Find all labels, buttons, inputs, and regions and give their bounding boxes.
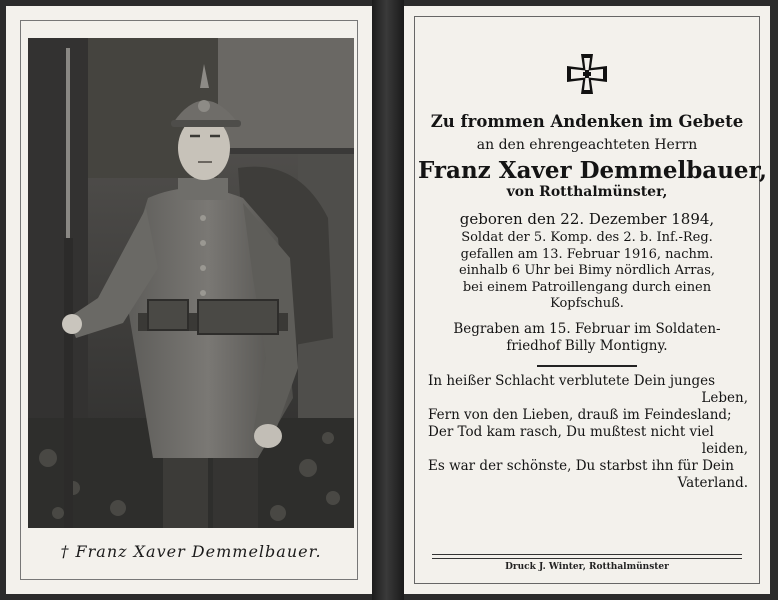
info-line: Soldat der 5. Komp. des 2. b. Inf.-Reg. bbox=[461, 230, 713, 245]
poem-line: Leben, bbox=[701, 389, 748, 406]
info-line: bei einem Patroillengang durch einen bbox=[462, 279, 712, 295]
card-fold bbox=[372, 0, 404, 600]
footer-double-rule bbox=[432, 554, 742, 559]
info-line: einhalb 6 Uhr bei Bimy nördlich Arras, bbox=[458, 263, 716, 278]
poem-line: leiden, bbox=[701, 440, 748, 457]
poem-line: Es war der schönste, Du starbst ihn für Dein bbox=[428, 457, 734, 474]
death-info bbox=[418, 230, 756, 313]
memorial-subheading: an den ehrengeachteten Herrn bbox=[476, 137, 698, 153]
deceased-name: Franz Xaver Demmelbauer, bbox=[418, 157, 768, 184]
memorial-poem bbox=[418, 373, 756, 492]
poem-line: Vaterland. bbox=[677, 474, 748, 491]
burial-line: Begraben am 15. Februar im Soldaten- bbox=[453, 320, 721, 337]
poem-line: Der Tod kam rasch, Du mußtest nicht viel bbox=[428, 423, 714, 440]
soldier-photo-illustration bbox=[28, 38, 354, 528]
info-line: Kopfschuß. bbox=[550, 296, 624, 311]
soldier-photo bbox=[28, 38, 354, 528]
deceased-origin: von Rotthalmünster, bbox=[506, 184, 668, 200]
burial-info bbox=[418, 321, 756, 355]
birth-date: geboren den 22. Dezember 1894, bbox=[459, 210, 715, 228]
printer-imprint: Druck J. Winter, Rotthalmünster bbox=[505, 562, 669, 572]
memorial-text bbox=[418, 98, 768, 492]
poem-line: In heißer Schlacht verblutete Dein junges bbox=[428, 372, 716, 389]
memorial-card-photo-side bbox=[6, 6, 372, 594]
burial-line: friedhof Billy Montigny. bbox=[506, 337, 668, 354]
iron-cross-icon bbox=[565, 52, 609, 96]
memorial-card-text-side bbox=[404, 6, 770, 594]
poem-line: Fern von den Lieben, drauß im Feindesland; bbox=[428, 406, 732, 423]
section-divider bbox=[537, 365, 637, 367]
photo-caption: † Franz Xaver Demmelbauer. bbox=[60, 542, 322, 561]
info-line: gefallen am 13. Februar 1916, nachm. bbox=[460, 246, 714, 262]
memorial-heading: Zu frommen Andenken im Gebete bbox=[430, 112, 744, 131]
